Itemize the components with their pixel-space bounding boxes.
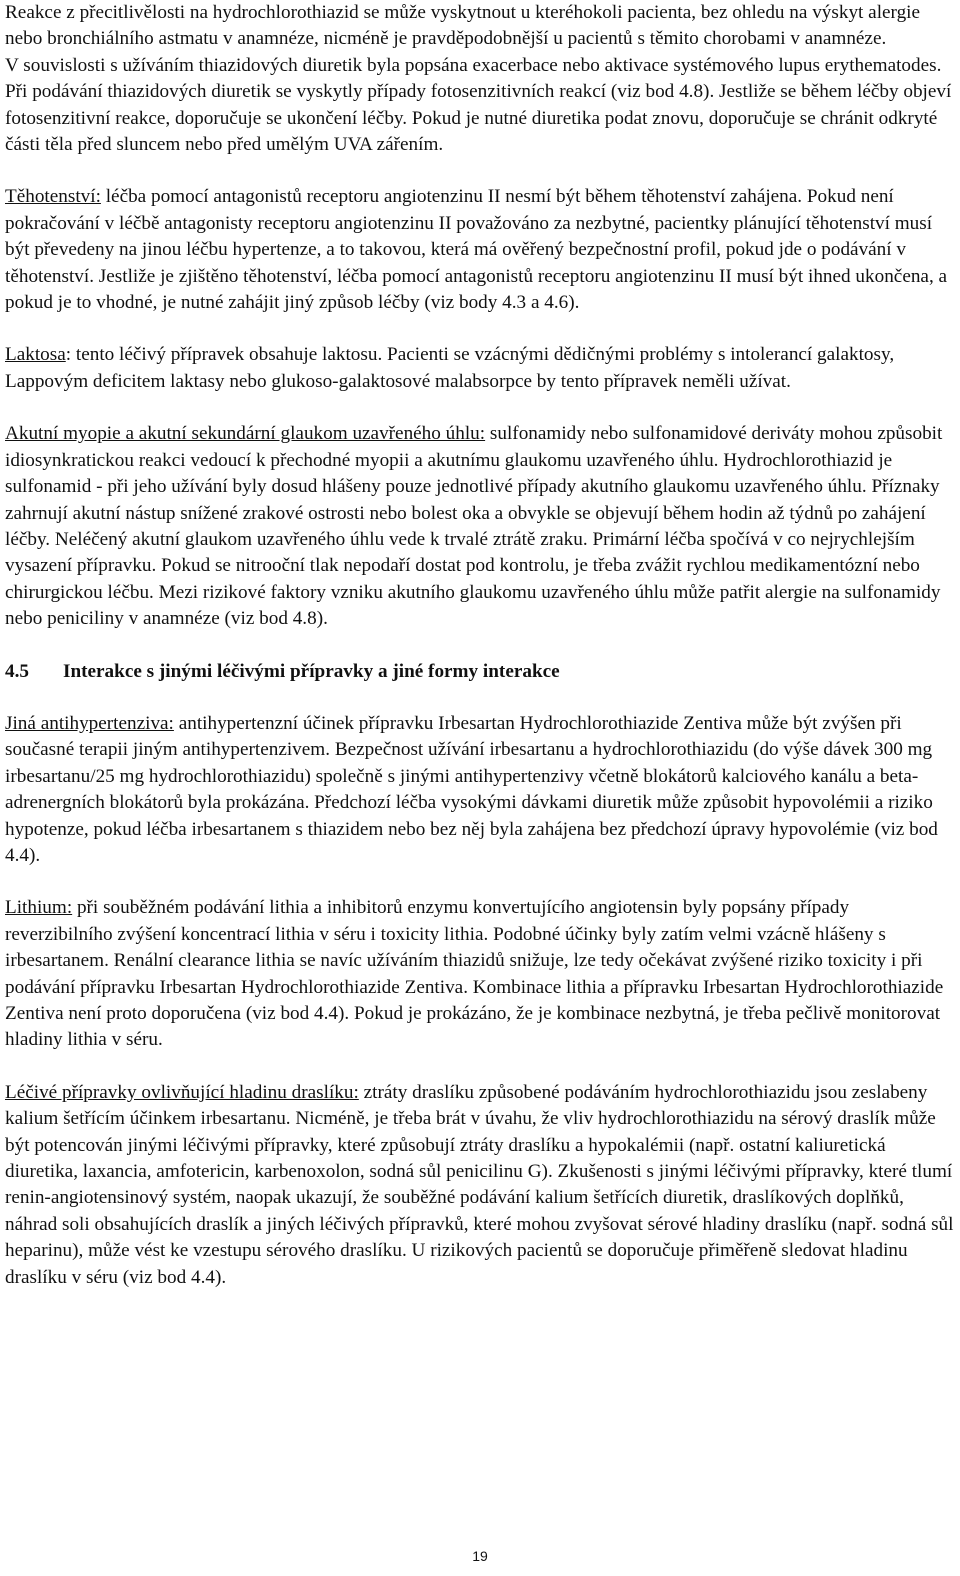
glaucoma-label: Akutní myopie a akutní sekundární glaukom uzavřeného úhlu:: [5, 423, 486, 445]
paragraph-pregnancy: [5, 184, 955, 316]
paragraph-lupus: V souvislosti s užíváním thiazidových diuretik byla popsána exacerbace nebo aktivace systémového lupus erythematodes.: [5, 54, 942, 76]
glaucoma-text: sulfonamidy nebo sulfonamidové deriváty mohou způsobit idiosynkratickou reakci vedoucí k přechodné myopii a akutnímu glaukomu uzavřeného úhlu. Hydrochlorothiazid je sulfonamid - při jeho užívání byly dosud hlášeny pouze jednotlivé případy akutního glaukomu uzavřeného úhlu. Příznaky zahrnují akutní nástup snížené zrakové ostrosti nebo bolest oka a obvykle se objevují během hodin až týdnů po zahájení léčby. Neléčený akutní glaukom uzavřeného úhlu vede k trvalé ztrátě zraku. Primární léčba spočívá v co nejrychlejším vysazení přípravku. Pokud se nitrooční tlak nepodaří dostat pod kontrolu, je třeba zvážit rychlou medikamentózní nebo chirurgickou léčbu. Mezi rizikové faktory vzniku akutního glaukomu uzavřeného úhlu může patřit alergie na sulfonamidy nebo peniciliny v anamnéze (viz bod 4.8).: [5, 423, 943, 630]
page-number: 19: [472, 1548, 488, 1564]
section-title: Interakce s jinými léčivými přípravky a jiné formy interakce: [63, 660, 560, 682]
paragraph-glaucoma: [5, 421, 955, 632]
potassium-text: ztráty draslíku způsobené podáváním hydrochlorothiazidu jsou zeslabeny kalium šetřícím účinkem irbesartanu. Nicméně, je třeba brát v úvahu, že vliv hydrochlorothiazidu na sérový draslík může být potencován jinými léčivými přípravky, které způsobují ztráty draslíku a hypokalémii (např. ostatní kaliuretická diuretika, laxancia, amfotericin, karbenoxolon, sodná sůl penicilinu G). Zkušenosti s jinými léčivými přípravky, které tlumí renin-angiotensinový systém, naopak ukazují, že souběžné podávání kalium šetřících diuretik, draslíkových doplňků, náhrad soli obsahujících draslík a jiných léčivých přípravků, které mohou zvyšovat sérové hladiny draslíku (např. sodná sůl heparinu), může vést ke vzestupu sérového draslíku. U rizikových pacientů se doporučuje přiměřeně sledovat hladinu draslíku v séru (viz bod 4.4).: [5, 1081, 954, 1288]
paragraph-lithium: [5, 895, 955, 1053]
lithium-text: při souběžném podávání lithia a inhibitorů enzymu konvertujícího angiotensin byly popsány případy reverzibilního zvýšení koncentrací lithia v séru i toxicity lithia. Podobné účinky byly zatím velmi vzácně hlášeny s irbesartanem. Renální clearance lithia se navíc užíváním thiazidů snižuje, lze tedy očekávat zvýšené riziko toxicity i při podávání přípravku Irbesartan Hydrochlorothiazide Zentiva. Kombinace lithia a přípravku Irbesartan Hydrochlorothiazide Zentiva není proto doporučena (viz bod 4.4). Pokud je prokázáno, že je kombinace nezbytná, je třeba pečlivě monitorovat hladiny lithia v séru.: [5, 897, 944, 1051]
paragraph-lactose: [5, 342, 955, 395]
section-heading: [5, 659, 955, 685]
pregnancy-label: Těhotenství:: [5, 186, 101, 208]
potassium-label: Léčivé přípravky ovlivňující hladinu draslíku:: [5, 1081, 359, 1103]
pregnancy-text: léčba pomocí antagonistů receptoru angiotenzinu II nesmí být během těhotenství zahájena. Pokud není pokračování v léčbě antagonisty receptoru angiotenzinu II považováno za nezbytné, pacientky plánující těhotenství musí být převedeny na jinou léčbu hypertenze, a to takovou, která má ověřený bezpečnostní profil, pokud jde o podávání v těhotenství. Jestliže je zjištěno těhotenství, léčba pomocí antagonistů receptoru angiotenzinu II musí být ihned ukončena, a pokud je to vhodné, je nutné zahájit jiný způsob léčby (viz body 4.3 a 4.6).: [5, 186, 948, 314]
paragraph-antihypertensives: [5, 711, 955, 869]
antihypertensives-text: antihypertenzní účinek přípravku Irbesartan Hydrochlorothiazide Zentiva může být zvýšen při současné terapii jiným antihypertenzivem. Bezpečnost užívání irbesartanu a hydrochlorothiazidu (do výše dávek 300 mg irbesartanu/25 mg hydrochlorothiazidu) společně s jinými antihypertenzivy včetně blokátorů kalciového kanálu a beta-adrenergních blokátorů byla prokázána. Předchozí léčba vysokými dávkami diuretik může způsobit hypovolémii a riziko hypotenze, pokud léčba irbesartanem s thiazidem nebo bez něj byla zahájena bez předchozí úpravy hypovolémie (viz bod 4.4).: [5, 712, 938, 866]
paragraph-photosensitivity: Při podávání thiazidových diuretik se vyskytly případy fotosenzitivních reakcí (viz bod 4.8). Jestliže se během léčby objeví fotosenzitivní reakce, doporučuje se ukončení léčby. Pokud je nutné diuretika podat znovu, doporučuje se chránit odkryté části těla před sluncem nebo před umělým UVA zářením.: [5, 81, 952, 156]
paragraph-hypersensitivity: Reakce z přecitlivělosti na hydrochlorothiazid se může vyskytnout u kteréhokoli pacienta, bez ohledu na výskyt alergie nebo bronchiálního astmatu v anamnéze, nicméně je pravděpodobnější u pacientů s těmito chorobami v anamnéze.: [5, 2, 921, 50]
antihypertensives-label: Jiná antihypertenziva:: [5, 712, 174, 734]
lactose-text: : tento léčivý přípravek obsahuje laktosu. Pacienti se vzácnými dědičnými problémy s intolerancí galaktosy, Lappovým deficitem laktasy nebo glukoso-galaktosové malabsorpce by tento přípravek neměli užívat.: [5, 344, 895, 392]
section-number: 4.5: [5, 660, 29, 682]
lactose-label: Laktosa: [5, 344, 66, 366]
lithium-label: Lithium:: [5, 897, 73, 919]
document-page: [5, 0, 955, 1576]
paragraph-potassium: [5, 1080, 955, 1291]
